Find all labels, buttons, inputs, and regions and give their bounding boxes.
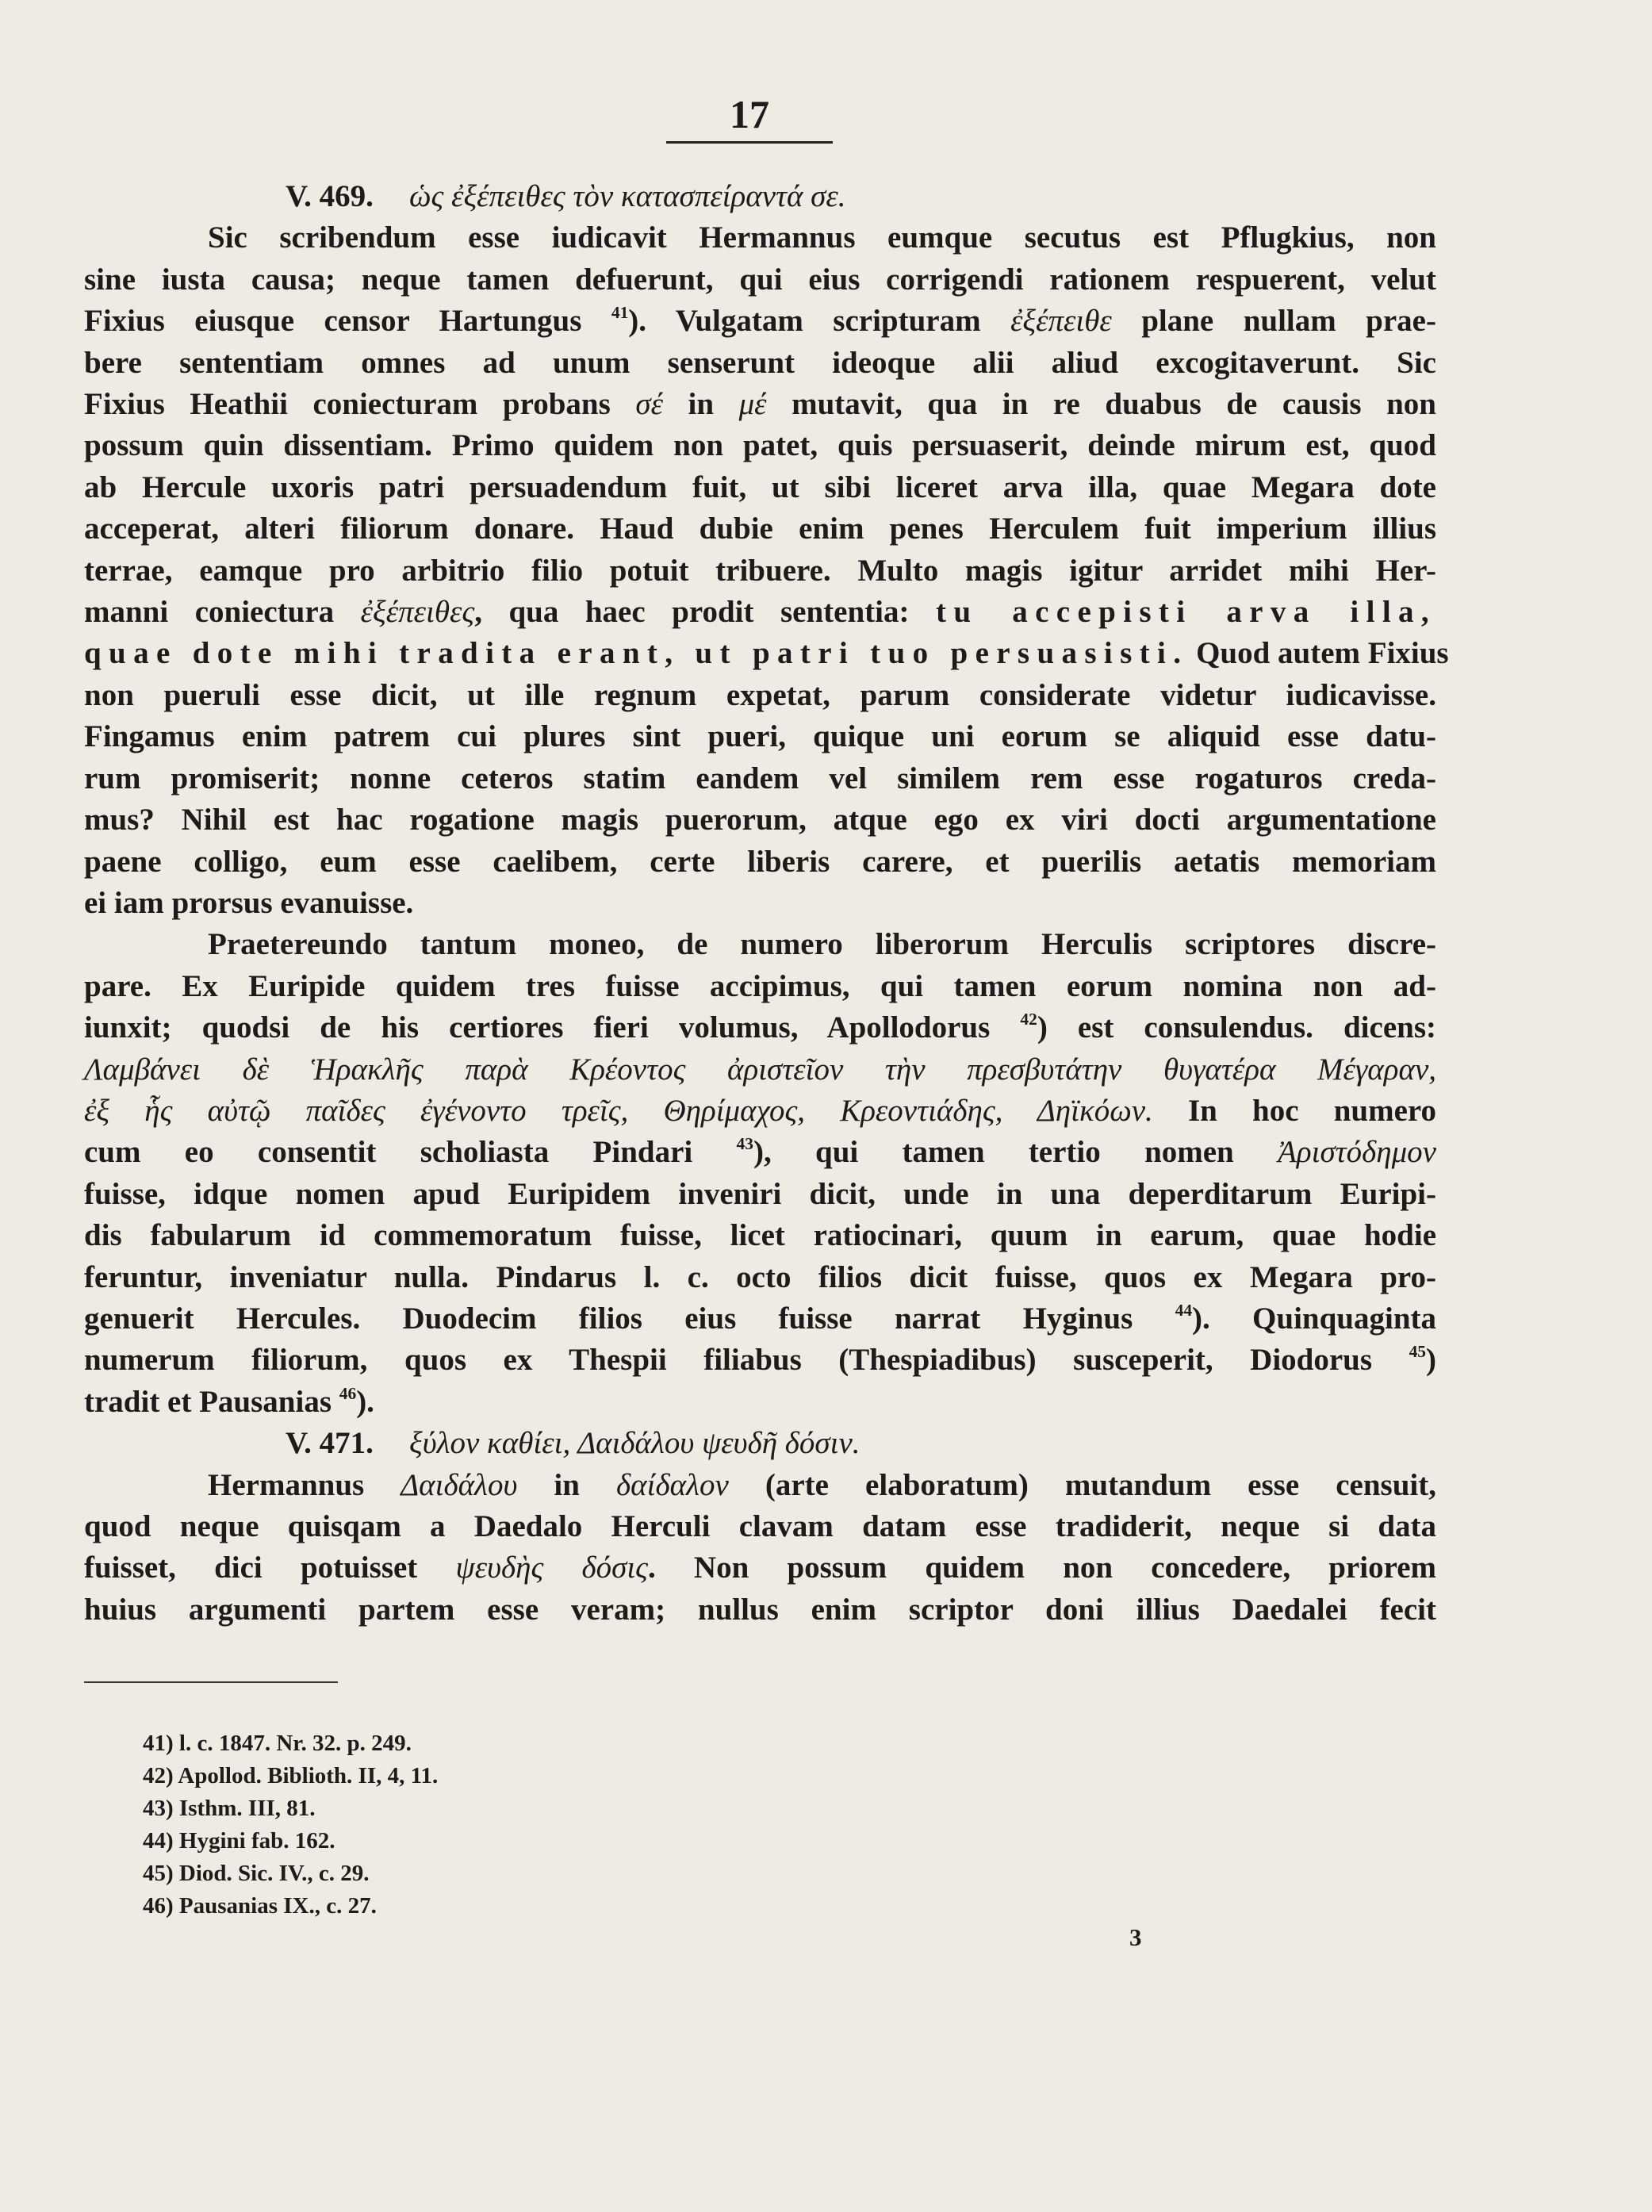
spaced-translation: tu accepisti arva illa, <box>935 595 1436 630</box>
text-line <box>84 1298 1436 1340</box>
line-segment: in <box>662 387 739 422</box>
line-segment: ), qui tamen tertio nomen <box>753 1135 1278 1170</box>
greek-word: μέ <box>738 387 767 422</box>
text-line <box>84 1465 1436 1506</box>
footnote: 44) Hygini fab. 162. <box>143 1828 335 1854</box>
line-segment: Hermannus <box>208 1467 401 1502</box>
line-segment: tradit et Pausanias <box>84 1384 339 1419</box>
signature-mark: 3 <box>1129 1923 1142 1951</box>
greek-word: Ἀριστόδημον <box>1278 1135 1436 1170</box>
text-line: Praetereundo tantum moneo, de numero liberorum Herculis scriptores discre- <box>208 927 1436 962</box>
line-segment: ). Quinquaginta <box>1192 1301 1436 1336</box>
text-line: pare. Ex Euripide quidem tres fuisse accipimus, qui tamen eorum nomina non ad- <box>84 968 1436 1003</box>
footnote: 42) Apollod. Biblioth. II, 4, 11. <box>143 1763 439 1788</box>
spaced-translation: quae dote mihi tradita erant, ut patri tuo persuasisti. <box>84 636 1189 671</box>
footnote-ref: 45 <box>1409 1342 1426 1362</box>
text-line: sine iusta causa; neque tamen defuerunt, qui eius corrigendi rationem respuerent, velut <box>84 262 1436 297</box>
line-segment: iunxit; quodsi de his certiores fieri volumus, Apollodorus <box>84 1010 1021 1045</box>
greek-line: Λαμβάνει δὲ Ἡρακλῆς παρὰ Κρέοντος ἀριστεῖον τὴν πρεσβυτάτην θυγατέρα Μέγαραν, <box>84 1052 1436 1087</box>
line-segment: ). Vulgatam scripturam <box>628 304 1011 339</box>
footnote-ref: 42 <box>1020 1010 1037 1029</box>
text-line: fuisse, idque nomen apud Euripidem inveniri dicit, unde in una deperditarum Euripi- <box>84 1176 1436 1211</box>
greek-word: σέ <box>635 387 663 422</box>
line-segment: ) <box>1426 1343 1436 1378</box>
greek-word: ἐξέπειθες <box>360 595 475 630</box>
text-line: non pueruli esse dicit, ut ille regnum expetat, parum considerate videtur iudicavisse. <box>84 677 1436 712</box>
line-segment: ) est consulendus. dicens: <box>1037 1010 1436 1045</box>
text-line: dis fabularum id commemoratum fuisse, licet ratiocinari, quum in earum, quae hodie <box>84 1218 1436 1253</box>
verse-greek: ὡς ἐξέπειθες τὸν κατασπείραντά σε. <box>409 179 846 213</box>
text-line: Sic scribendum esse iudicavit Hermannus eumque secutus est Pflugkius, non <box>208 220 1436 255</box>
text-line <box>84 1007 1436 1048</box>
footnotes <box>143 1727 777 1923</box>
greek-quote: ἐξ ἧς αὐτῷ παῖδες ἐγένοντο τρεῖς, Θηρίμαχος, Κρεοντιάδης, Δηϊκόων. <box>84 1093 1153 1128</box>
verse-ref: V. 469. <box>286 179 374 213</box>
line-segment: fuisset, dici potuisset <box>84 1551 456 1585</box>
line-segment: In hoc numero <box>1152 1093 1436 1128</box>
text-line: rum promiserit; nonne ceteros statim eandem vel similem rem esse rogaturos creda- <box>84 761 1436 795</box>
text-line: acceperat, alteri filiorum donare. Haud dubie enim penes Herculem fuit imperium illius <box>84 512 1436 546</box>
verse-greek: ξύλον καθίει, Δαιδάλου ψευδῆ δόσιν. <box>409 1426 860 1461</box>
footnote-ref: 46 <box>339 1383 357 1403</box>
text-line <box>84 1547 1436 1589</box>
text-line <box>84 1091 1436 1132</box>
text-line: possum quin dissentiam. Primo quidem non patet, quis persuaserit, deinde mirum est, quod <box>84 428 1436 463</box>
line-segment: , qua haec prodit sententia: <box>474 595 936 630</box>
footnote: 41) l. c. 1847. Nr. 32. p. 249. <box>143 1731 412 1756</box>
footnote: 46) Pausanias IX., c. 27. <box>143 1893 377 1919</box>
text-line: terrae, eamque pro arbitrio filio potuit tribuere. Multo magis igitur arridet mihi Her- <box>84 553 1436 588</box>
text-line: ei iam prorsus evanuisse. <box>84 885 414 920</box>
text-line <box>84 1382 1436 1423</box>
footnote-rule <box>84 1681 338 1683</box>
text-line <box>84 384 1436 425</box>
header-rule <box>666 141 833 144</box>
text-line <box>84 592 1436 633</box>
greek-word: δαίδαλον <box>616 1467 729 1502</box>
footnote: 45) Diod. Sic. IV., c. 29. <box>143 1861 370 1886</box>
text-line <box>84 1340 1436 1381</box>
verse-ref: V. 471. <box>286 1426 374 1461</box>
line-segment: in <box>517 1467 617 1502</box>
line-segment: ). <box>356 1384 374 1419</box>
verse-heading <box>84 1423 1436 1464</box>
text-line: Fingamus enim patrem cui plures sint pueri, quique uni eorum se aliquid esse datu- <box>84 719 1436 754</box>
footnote: 43) Isthm. III, 81. <box>143 1796 316 1821</box>
line-segment: (arte elaboratum) mutandum esse censuit, <box>728 1467 1436 1502</box>
line-segment: . Non possum quidem non concedere, priorem <box>647 1551 1436 1585</box>
body-text <box>84 176 1449 1631</box>
text-line: huius argumenti partem esse veram; nullus enim scriptor doni illius Daedalei fecit <box>84 1592 1436 1627</box>
text-line: feruntur, inveniatur nulla. Pindarus l. c. octo filios dicit fuisse, quos ex Megara pro- <box>84 1259 1436 1294</box>
footnote-ref: 44 <box>1175 1300 1193 1320</box>
greek-word: ἐξέπειθε <box>1010 304 1112 339</box>
greek-word: ψευδὴς δόσις <box>455 1551 648 1585</box>
text-line: quod neque quisqam a Daedalo Herculi clavam datam esse tradiderit, neque si data <box>84 1509 1436 1543</box>
footnote-ref: 43 <box>736 1134 753 1154</box>
text-line <box>84 301 1436 342</box>
text-line: mus? Nihil est hac rogatione magis puerorum, atque ego ex viri docti argumentatione <box>84 803 1436 838</box>
line-segment: Quod autem Fixius <box>1188 636 1449 671</box>
line-segment: Fixius Heathii coniecturam probans <box>84 387 636 422</box>
text-line: ab Hercule uxoris patri persuadendum fuit, ut sibi liceret arva illa, quae Megara dote <box>84 470 1436 504</box>
line-segment: manni coniectura <box>84 595 361 630</box>
verse-heading <box>84 176 1436 217</box>
page-number: 17 <box>730 92 769 136</box>
line-segment: numerum filiorum, quos ex Thespii filiabus (Thespiadibus) susceperit, Diodorus <box>84 1343 1409 1378</box>
line-segment: Fixius eiusque censor Hartungus <box>84 304 611 339</box>
text-line: paene colligo, eum esse caelibem, certe liberis carere, et puerilis aetatis memoriam <box>84 844 1436 879</box>
line-segment: plane nullam prae- <box>1111 304 1436 339</box>
line-segment: genuerit Hercules. Duodecim filios eius fuisse narrat Hyginus <box>84 1301 1175 1336</box>
text-line <box>84 1132 1436 1173</box>
line-segment: cum eo consentit scholiasta Pindari <box>84 1135 737 1170</box>
greek-word: Δαιδάλου <box>401 1467 518 1502</box>
text-line: bere sententiam omnes ad unum senserunt ideoque alii aliud excogitaverunt. Sic <box>84 345 1436 380</box>
line-segment: mutavit, qua in re duabus de causis non <box>766 387 1436 422</box>
footnote-ref: 41 <box>611 303 629 323</box>
text-line <box>84 633 1449 674</box>
